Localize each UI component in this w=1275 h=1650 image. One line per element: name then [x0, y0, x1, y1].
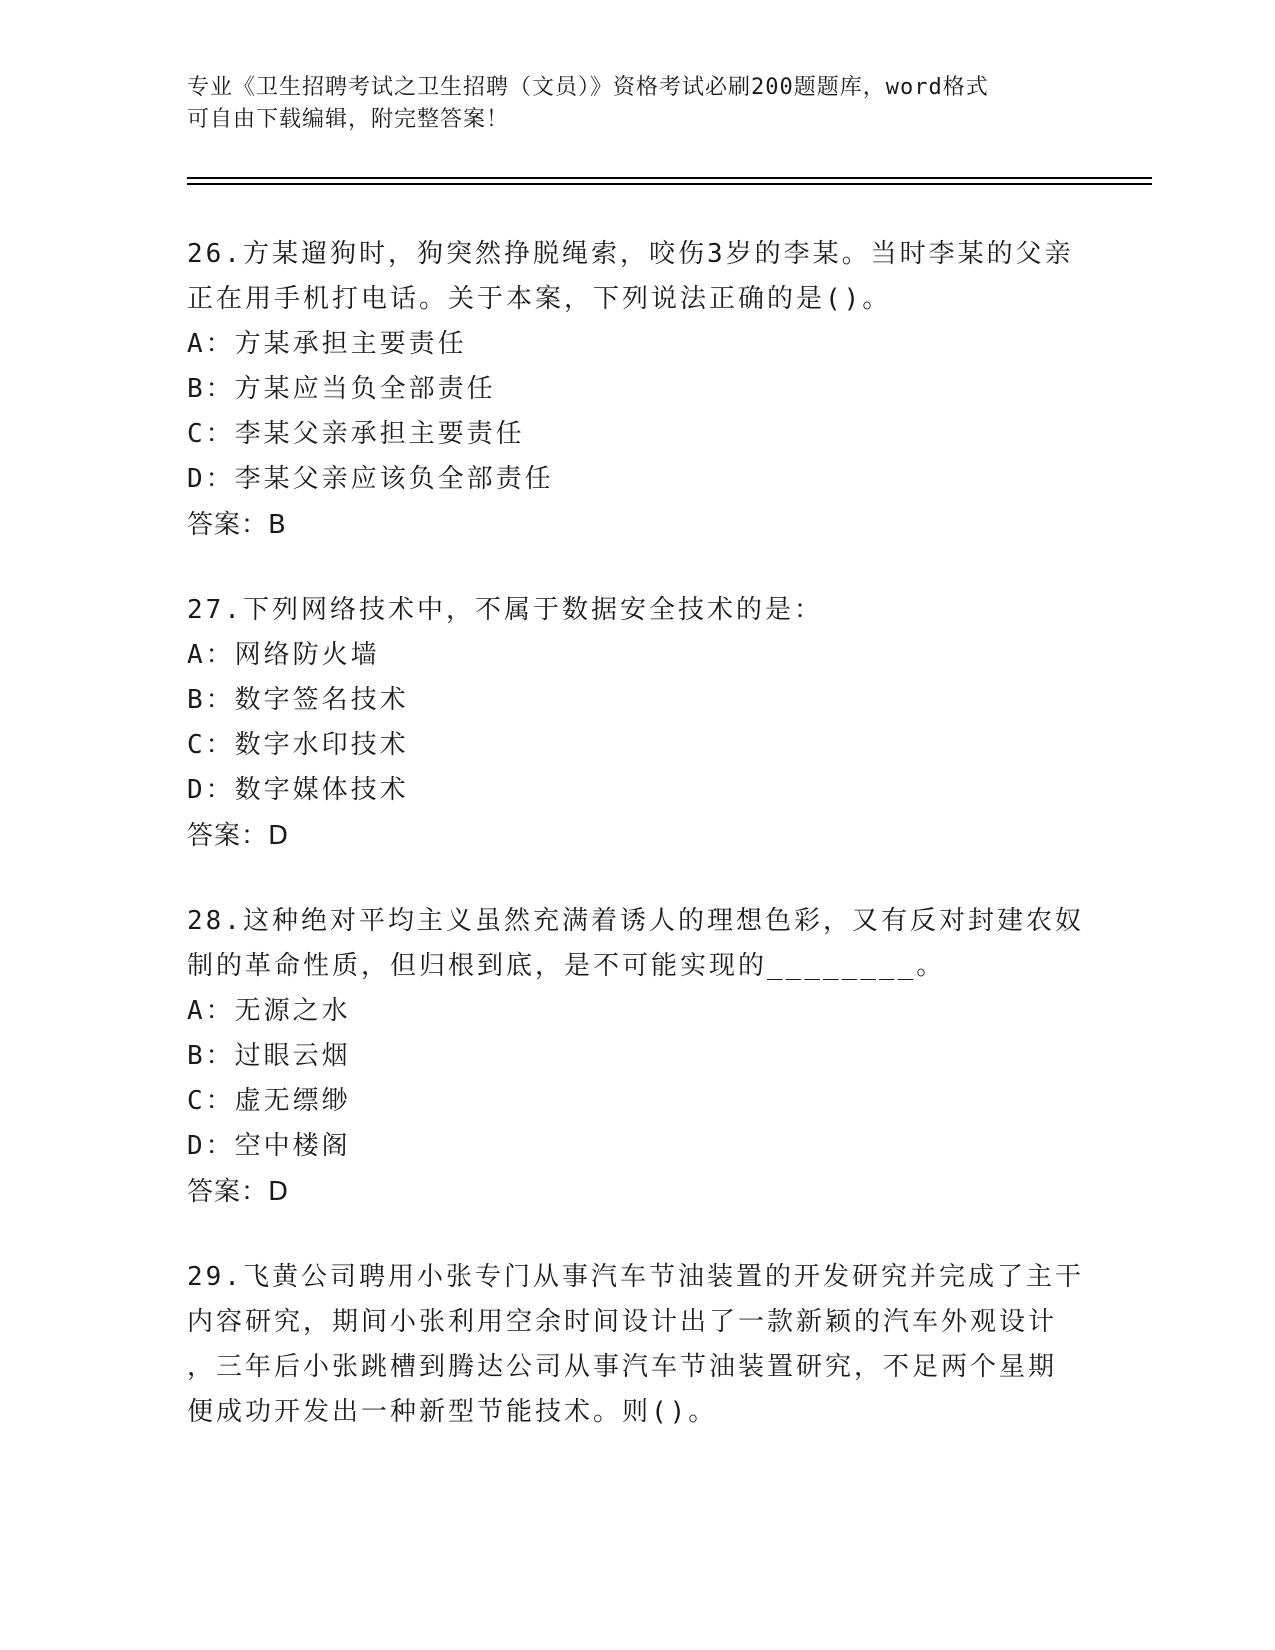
- option-a: A：无源之水: [187, 996, 351, 1026]
- document-header: [187, 72, 1087, 136]
- option-d: D：空中楼阁: [187, 1131, 351, 1161]
- question-28: [187, 899, 1087, 1215]
- question-stem-line: 正在用手机打电话。关于本案，下列说法正确的是()。: [187, 284, 892, 314]
- header-line-1: 专业《卫生招聘考试之卫生招聘（文员）》资格考试必刷200题题库，word格式: [187, 75, 989, 100]
- question-stem-line: ，三年后小张跳槽到腾达公司从事汽车节油装置研究，不足两个星期: [187, 1352, 1058, 1382]
- option-c: C：李某父亲承担主要责任: [187, 419, 525, 449]
- header-divider-top: [187, 177, 1152, 179]
- question-29: [187, 1255, 1087, 1435]
- question-stem-line: 27.下列网络技术中，不属于数据安全技术的是：: [187, 595, 823, 625]
- option-a: A：方某承担主要责任: [187, 329, 467, 359]
- option-a: A：网络防火墙: [187, 640, 380, 670]
- question-27: [187, 588, 1087, 859]
- question-stem-line: 制的革命性质，但归根到底，是不可能实现的________。: [187, 951, 946, 981]
- option-d: D：数字媒体技术: [187, 775, 409, 805]
- option-d: D：李某父亲应该负全部责任: [187, 464, 554, 494]
- question-stem-line: 28.这种绝对平均主义虽然充满着诱人的理想色彩，又有反对封建农奴: [187, 906, 1084, 936]
- question-list: [187, 232, 1087, 1475]
- option-b: B：数字签名技术: [187, 685, 409, 715]
- question-26: [187, 232, 1087, 548]
- option-c: C：虚无缥缈: [187, 1086, 351, 1116]
- question-stem-line: 26.方某遛狗时，狗突然挣脱绳索，咬伤3岁的李某。当时李某的父亲: [187, 239, 1074, 269]
- question-stem-line: 便成功开发出一种新型节能技术。则()。: [187, 1397, 718, 1427]
- answer-line: 答案：D: [187, 1177, 290, 1207]
- question-stem-line: 29.飞黄公司聘用小张专门从事汽车节油装置的开发研究并完成了主干: [187, 1262, 1084, 1292]
- option-b: B：过眼云烟: [187, 1041, 351, 1071]
- answer-line: 答案：B: [187, 510, 287, 540]
- header-line-2: 可自由下载编辑，附完整答案！: [187, 107, 510, 132]
- header-divider-bottom: [187, 183, 1152, 185]
- option-b: B：方某应当负全部责任: [187, 374, 496, 404]
- question-stem-line: 内容研究，期间小张利用空余时间设计出了一款新颖的汽车外观设计: [187, 1307, 1058, 1337]
- answer-line: 答案：D: [187, 821, 290, 851]
- option-c: C：数字水印技术: [187, 730, 409, 760]
